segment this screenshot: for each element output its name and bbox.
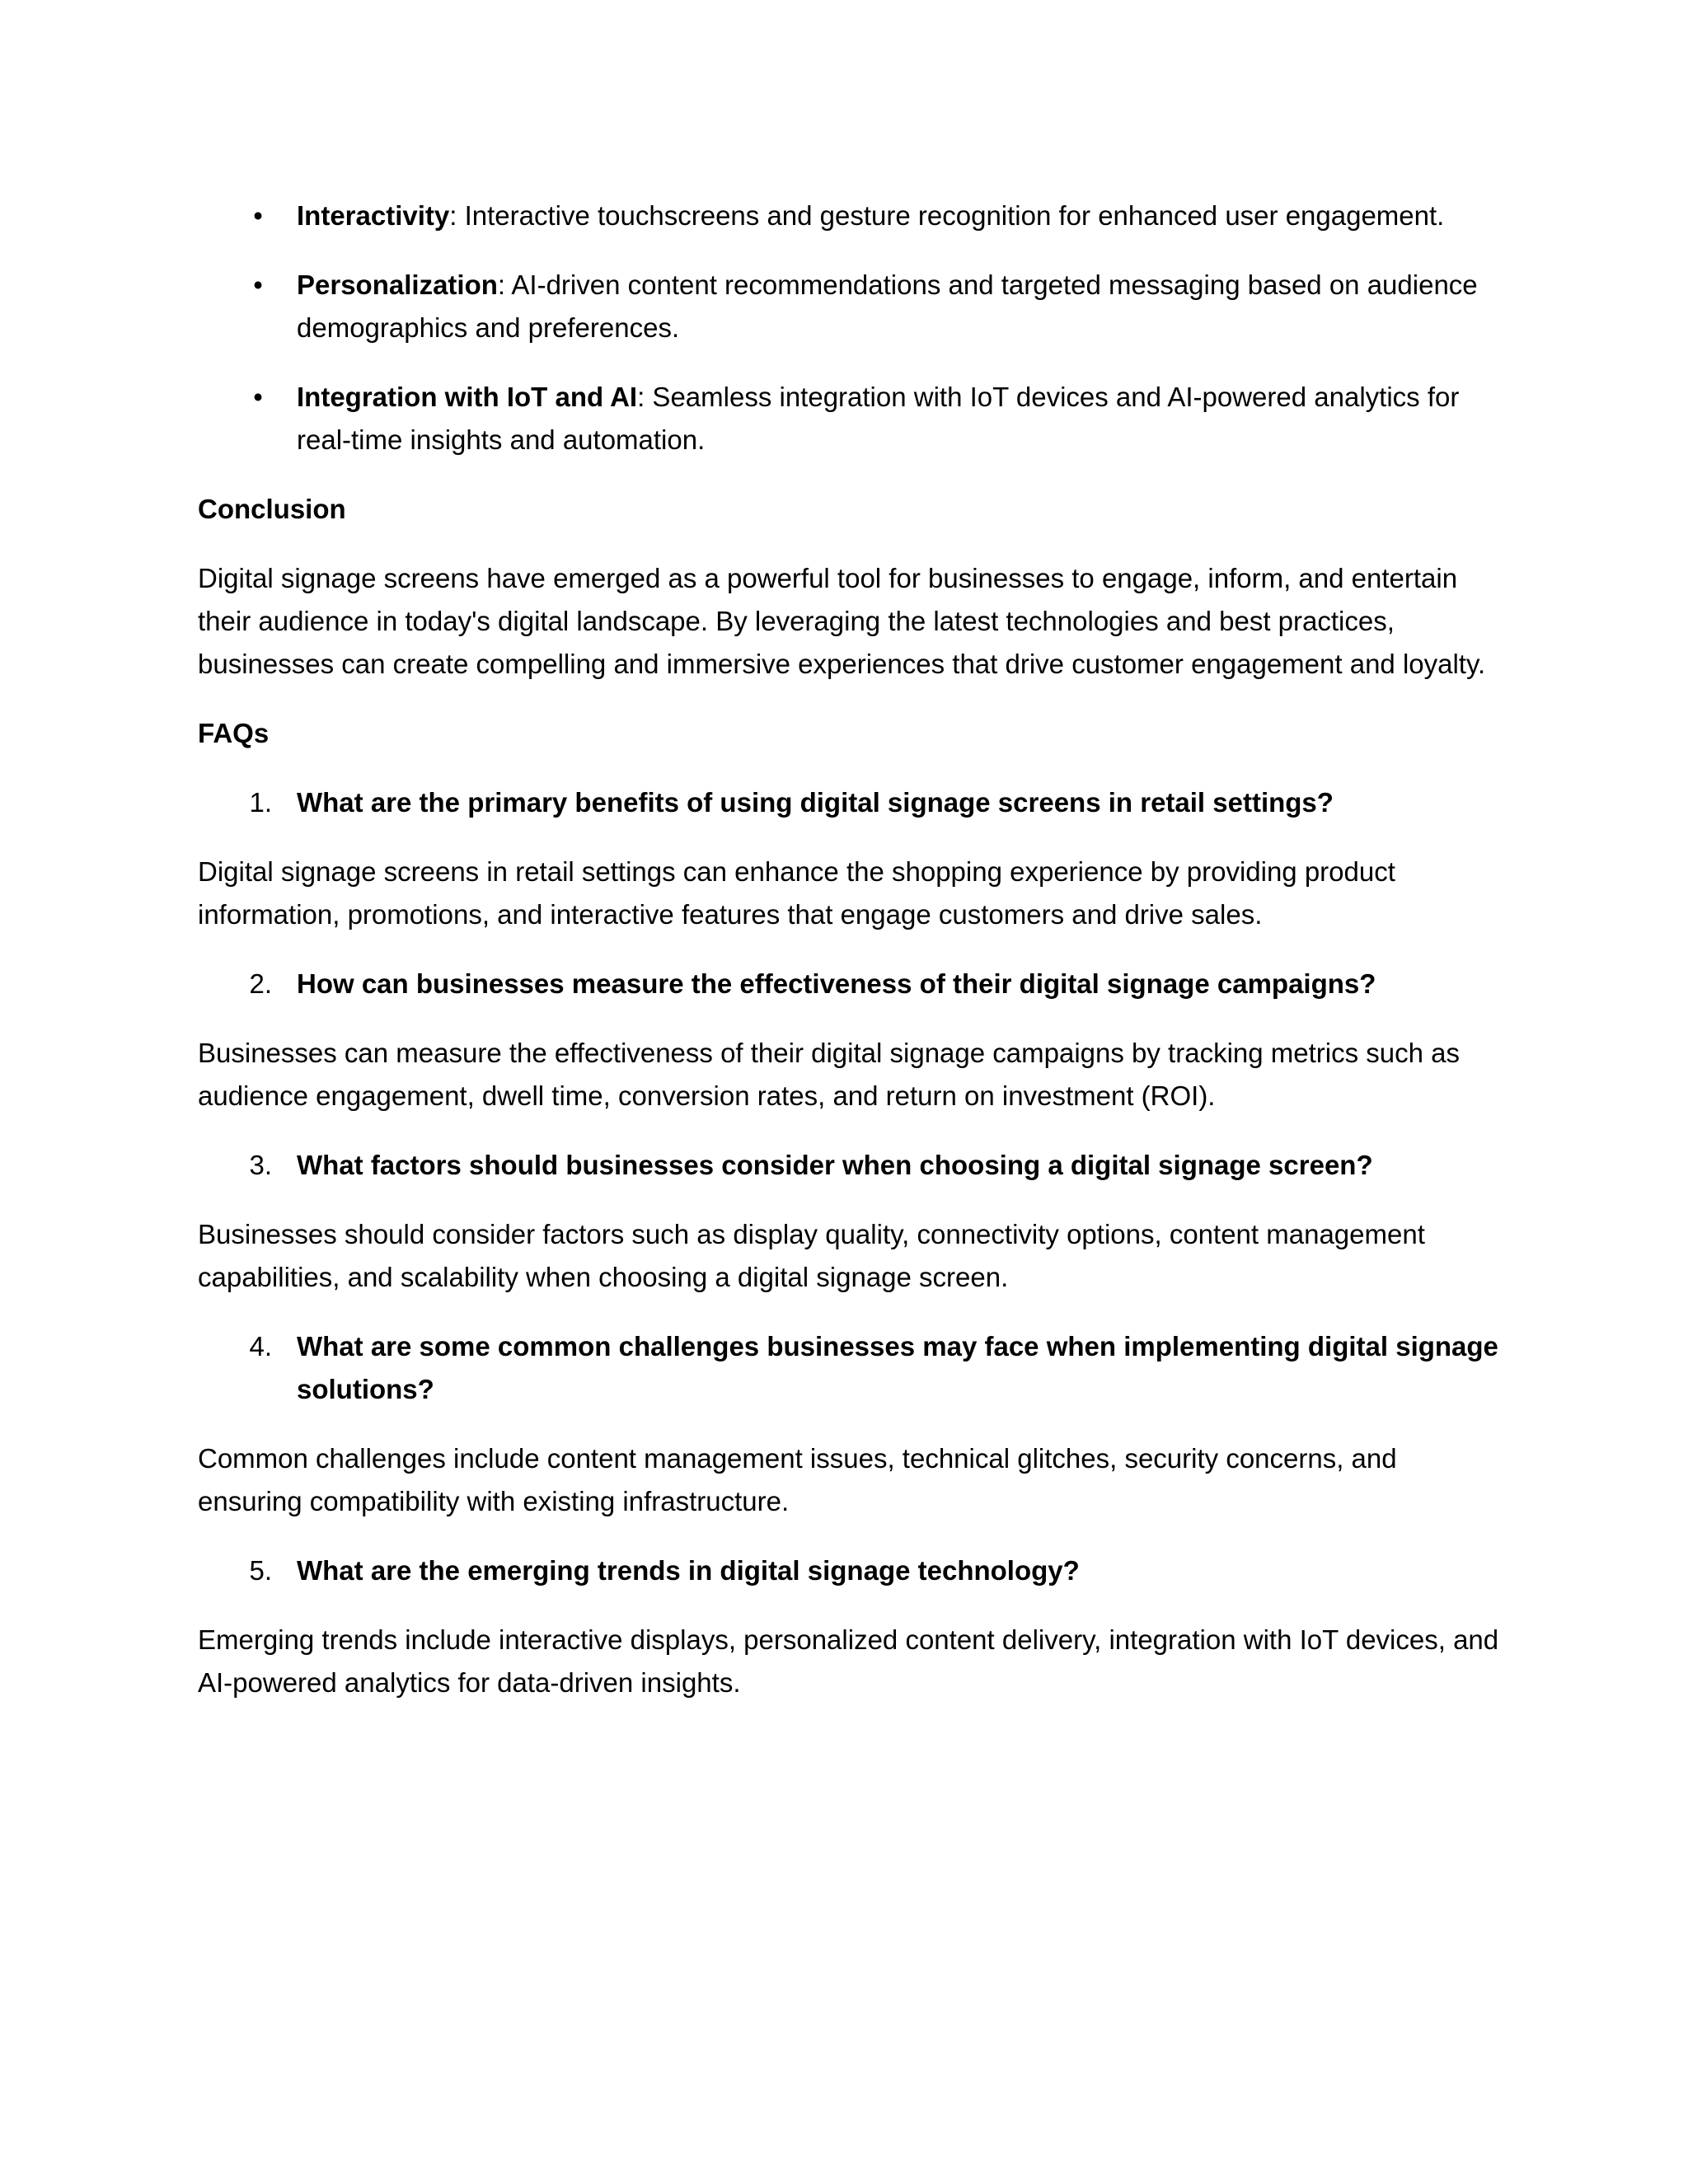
faq-number: 2. [249, 968, 272, 999]
faq-question-text: How can businesses measure the effectiveness of their digital signage campaigns? [297, 968, 1376, 999]
faq-answer-5: Emerging trends include interactive displays, personalized content delivery, integration with IoT devices, and AI-powered analytics for data-driven insights. [198, 1624, 1499, 1698]
bullet-text: : Seamless integration with IoT devices and AI-powered analytics for real-time insights and automation. [297, 382, 1460, 455]
bullet-item-interactivity [198, 194, 1500, 237]
faq-answer-2: Businesses can measure the effectiveness of their digital signage campaigns by tracking metrics such as audience engagement, dwell time, conversion rates, and return on investment (ROI). [198, 1038, 1461, 1111]
bullet-item-personalization [198, 264, 1500, 349]
faq-number: 3. [249, 1150, 272, 1180]
faq-number: 1. [249, 787, 272, 818]
bullet-icon: • [253, 200, 263, 231]
bullet-text: : AI-driven content recommendations and targeted messaging based on audience demographics and preferences. [297, 269, 1478, 343]
faq-question-text: What are the emerging trends in digital signage technology? [297, 1555, 1080, 1586]
faq-number: 4. [249, 1331, 272, 1361]
bullet-text: : Interactive touchscreens and gesture recognition for enhanced user engagement. [449, 200, 1445, 231]
faq-question-2 [198, 963, 1500, 1005]
faq-number: 5. [249, 1555, 272, 1586]
conclusion-heading: Conclusion [198, 494, 346, 524]
faq-question-3 [198, 1144, 1500, 1187]
faq-question-text: What are the primary benefits of using digital signage screens in retail settings? [297, 787, 1334, 818]
faqs-heading: FAQs [198, 718, 270, 748]
bullet-icon: • [253, 382, 263, 412]
faq-question-text: What factors should businesses consider when choosing a digital signage screen? [297, 1150, 1373, 1180]
bullet-icon: • [253, 269, 263, 300]
faq-answer-1: Digital signage screens in retail settings can enhance the shopping experience by providing product information, promotions, and interactive features that engage customers and drive sales. [198, 856, 1395, 930]
conclusion-paragraph: Digital signage screens have emerged as a powerful tool for businesses to engage, inform, and entertain their audience in today's digital landscape. By leveraging the latest technologies and best practices, businesses can create compelling and immersive experiences that drive customer engagement and loyalty. [198, 563, 1486, 679]
bullet-term: Integration with IoT and AI [297, 382, 638, 412]
document-content [198, 194, 1500, 1731]
faq-answer-4: Common challenges include content management issues, technical glitches, security concerns, and ensuring compatibility with existing infrastructure. [198, 1443, 1397, 1516]
faq-answer-3: Businesses should consider factors such as display quality, connectivity options, content management capabilities, and scalability when choosing a digital signage screen. [198, 1219, 1425, 1292]
bullet-term: Interactivity [297, 200, 450, 231]
faq-question-5 [198, 1549, 1500, 1592]
bullet-term: Personalization [297, 269, 498, 300]
faq-question-text: What are some common challenges businesses may face when implementing digital signage solutions? [297, 1331, 1498, 1404]
faq-question-1 [198, 781, 1500, 824]
bullet-item-integration [198, 376, 1500, 462]
faq-question-4 [198, 1325, 1500, 1411]
